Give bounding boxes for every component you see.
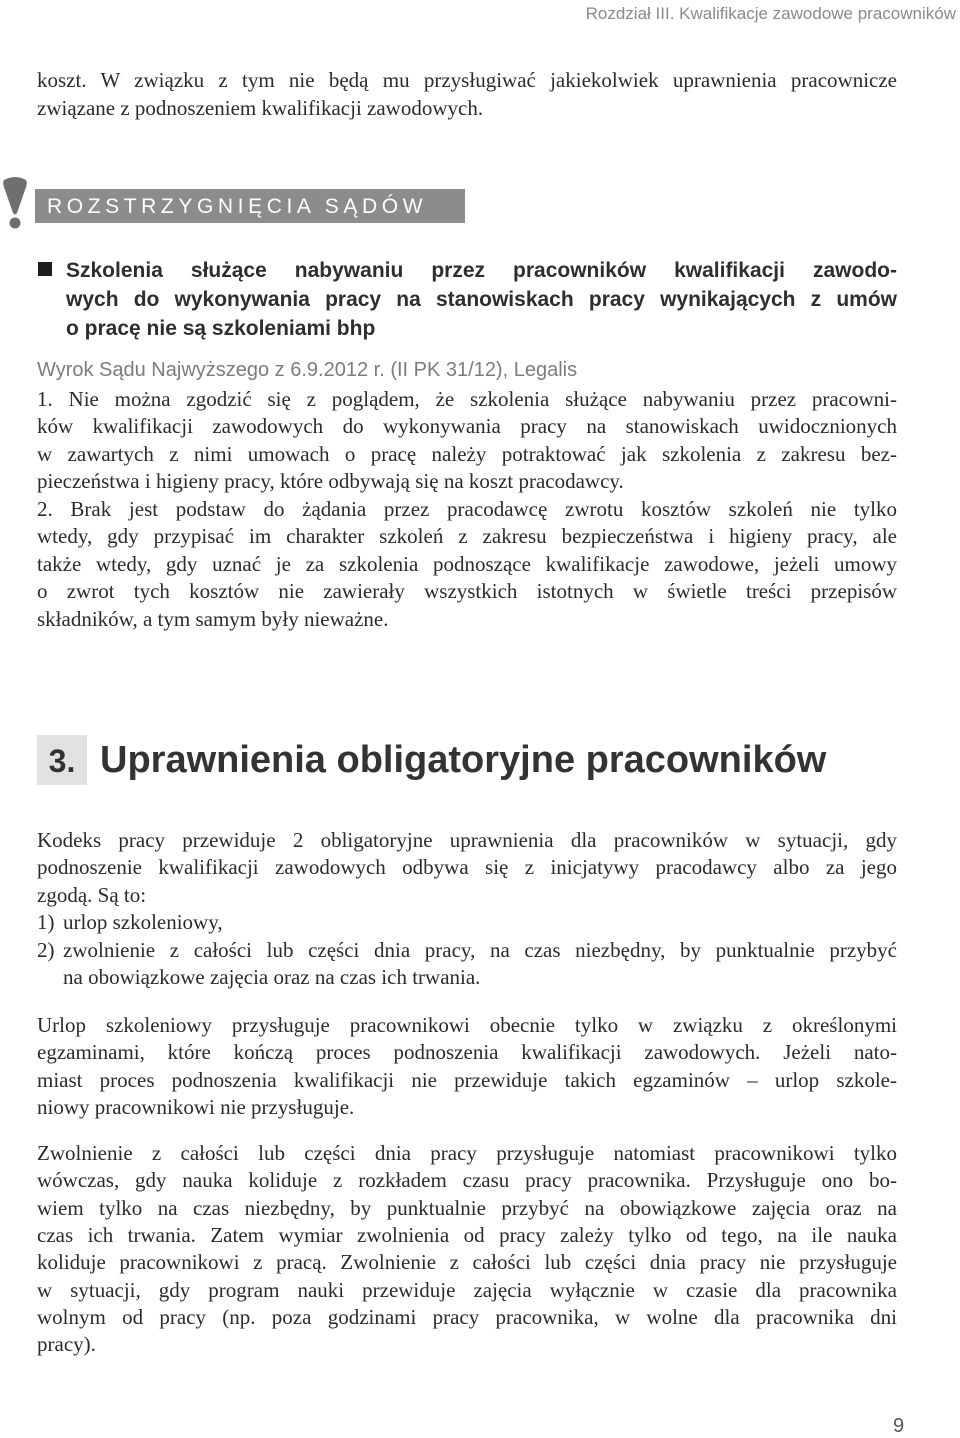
ruling-citation: Wyrok Sądu Najwyższego z 6.9.2012 r. (II PK 31/12), Legalis <box>37 359 578 381</box>
running-header: Rozdział III. Kwalifikacje zawodowe pracowników <box>585 4 956 23</box>
section-title: Uprawnienia obligatoryjne pracowników <box>100 739 827 781</box>
ruling-heading-line: Szkolenia służące nabywaniu przez pracowników kwalifikacji zawodo- <box>66 259 897 282</box>
ruling-body-line: ków kwalifikacji zawodowych do wykonywania pracy na stanowiskach uwidocznionych <box>37 414 897 438</box>
ruling-heading-line: wych do wykonywania pracy na stanowiskach pracy wynikających z umów <box>66 288 897 311</box>
paragraph-line: podnoszenie kwalifikacji zawodowych odbywa się z inicjatywy pracodawcy albo za jego <box>37 855 897 879</box>
paragraph-line: wówczas, gdy nauka koliduje z rozkładem czasu pracy pracownika. Przysługuje ono bo- <box>37 1168 897 1192</box>
list-marker: 2) <box>37 938 55 962</box>
intro-line: koszt. W związku z tym nie będą mu przysługiwać jakiekolwiek uprawnienia pracownicze <box>37 68 897 92</box>
paragraph-line: Zwolnienie z całości lub części dnia pracy przysługuje natomiast pracownikowi tylko <box>37 1141 897 1165</box>
ruling-body-line: składników, a tym samym były nieważne. <box>37 607 389 631</box>
court-rulings-label: ROZSTRZYGNIĘCIA SĄDÓW <box>47 195 428 218</box>
paragraph-line: niowy pracownikowi nie przysługuje. <box>37 1095 355 1119</box>
paragraph-line: wolnym od pracy (np. poza godzinami pracy pracownika, w wolne dla pracownika dni <box>37 1305 897 1329</box>
ruling-body-line: 2. Brak jest podstaw do żądania przez pracodawcę zwrotu kosztów szkoleń nie tylko <box>37 497 897 521</box>
ruling-body-line: także wtedy, gdy uznać je za szkolenia podnoszące kwalifikacje zawodowe, jeżeli umowy <box>37 552 897 576</box>
paragraph-line: Urlop szkoleniowy przysługuje pracownikowi obecnie tylko w związku z określonymi <box>37 1013 897 1037</box>
ruling-body-line: pieczeństwa i higieny pracy, które odbywają się na koszt pracodawcy. <box>37 469 624 493</box>
paragraph-line: miast proces podnoszenia kwalifikacji nie przewiduje takich egzaminów – urlop szkole- <box>37 1068 897 1092</box>
court-rulings-banner <box>35 189 465 223</box>
list-item-line: na obowiązkowe zajęcia oraz na czas ich trwania. <box>63 965 481 989</box>
ruling-body-line: w zawartych z nimi umowach o pracę należy potraktować jak szkolenia z zakresu bez- <box>37 442 897 466</box>
ruling-body-line: o zwrot tych kosztów nie zawierały wszystkich istotnych w świetle treści przepisów <box>37 579 897 603</box>
ruling-heading-line: o pracę nie są szkoleniami bhp <box>66 317 376 340</box>
paragraph-line: koliduje pracownikowi z pracą. Zwolnienie z całości lub części dnia pracy nie przysługuje <box>37 1250 897 1274</box>
paragraph-line: czas ich trwania. Zatem wymiar zwolnienia od pracy zależy tylko od tego, na ile nauka <box>37 1223 897 1247</box>
paragraph-line: pracy). <box>37 1332 96 1356</box>
exclamation-icon <box>0 177 30 229</box>
list-item-line: zwolnienie z całości lub części dnia pracy, na czas niezbędny, by punktualnie przybyć <box>63 938 897 962</box>
list-marker: 1) <box>37 910 55 934</box>
paragraph-line: w sytuacji, gdy program nauki przewiduje zajęcia wyłącznie w czasie dla pracownika <box>37 1278 897 1302</box>
square-bullet-icon <box>38 262 52 276</box>
paragraph-line: wiem tylko na czas niezbędny, by punktualnie przybyć na obowiązkowe zajęcia oraz na <box>37 1196 897 1220</box>
paragraph-line: egzaminami, które kończą proces podnoszenia kwalifikacji zawodowych. Jeżeli nato- <box>37 1040 897 1064</box>
section-number: 3. <box>37 735 87 785</box>
paragraph-line: Kodeks pracy przewiduje 2 obligatoryjne uprawnienia dla pracowników w sytuacji, gdy <box>37 828 897 852</box>
paragraph-line: zgodą. Są to: <box>37 883 147 907</box>
page-number: 9 <box>893 1415 905 1437</box>
intro-line: związane z podnoszeniem kwalifikacji zawodowych. <box>37 96 484 120</box>
ruling-body-line: wtedy, gdy przypisać im charakter szkoleń z zakresu bezpieczeństwa i higieny pracy, ale <box>37 524 897 548</box>
list-item-line: urlop szkoleniowy, <box>63 910 223 934</box>
ruling-body-line: 1. Nie można zgodzić się z poglądem, że szkolenia służące nabywaniu przez pracowni- <box>37 387 897 411</box>
